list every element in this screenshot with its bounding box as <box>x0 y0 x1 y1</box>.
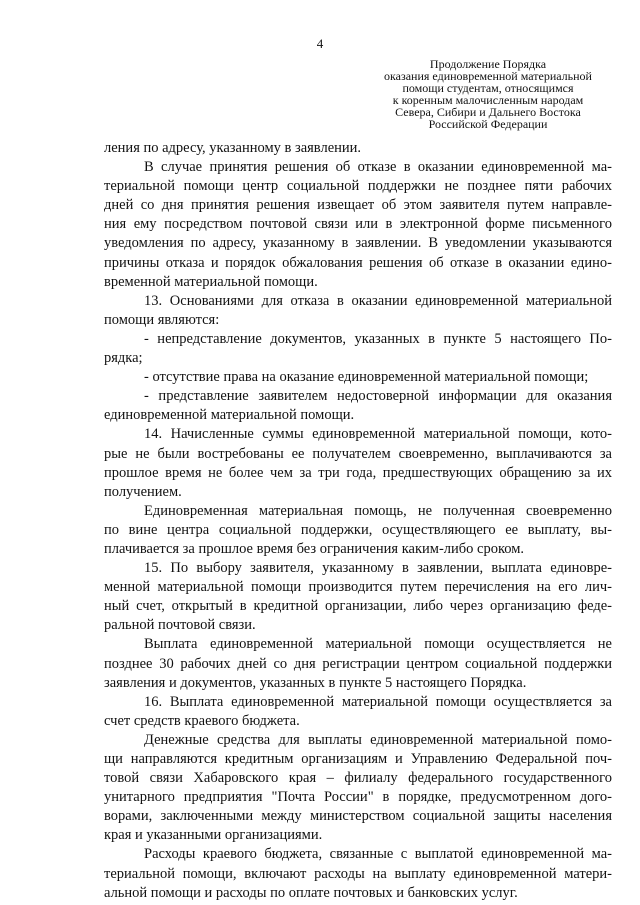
text-line: края и указанными организациями. <box>104 827 323 844</box>
text-line: счет средств краевого бюджета. <box>104 712 300 729</box>
text-line: альной помощи и расходы по оплате почтовых и банковских услуг. <box>104 884 518 901</box>
text-line: Денежные средства для выплаты единовременной материальной помо- <box>144 731 612 748</box>
header-line: Российской Федерации <box>428 117 548 131</box>
paragraph <box>104 139 612 158</box>
paragraph <box>104 330 612 368</box>
text-line: Единовременная материальная помощь, не полученная своевременно <box>144 502 612 519</box>
header-line: к коренным малочисленным народам <box>392 93 584 107</box>
page-number: 4 <box>316 36 324 51</box>
text-line: 14. Начисленные суммы единовременной материальной помощи, кото- <box>144 426 612 443</box>
text-line: менной материальной помощи производится путем перечисления на его лич- <box>104 579 612 596</box>
text-line: Выплата единовременной материальной помощи осуществляется не <box>144 636 612 653</box>
document-header <box>368 58 608 130</box>
text-line: позднее 30 рабочих дней со дня регистрации центром социальной поддержки <box>104 655 612 672</box>
text-line: - отсутствие права на оказание единовременной материальной помощи; <box>144 369 589 386</box>
text-line: плачивается за прошлое время без ограничения каким-либо сроком. <box>104 540 525 557</box>
paragraph <box>104 502 612 559</box>
document-body <box>104 139 612 903</box>
text-line: причины отказа и порядок обжалования решения об отказе в оказании едино- <box>104 254 612 271</box>
text-line: 16. Выплата единовременной материальной помощи осуществляется за <box>144 693 612 710</box>
text-line: териальной помощи центр социальной поддержки не позднее пяти рабочих <box>104 178 612 195</box>
text-line: заявления и документов, указанных в пункте 5 настоящего Порядка. <box>104 674 527 691</box>
text-line: рядка; <box>104 350 143 367</box>
text-line: Расходы краевого бюджета, связанные с выплатой единовременной ма- <box>144 846 612 863</box>
paragraph <box>104 845 612 902</box>
text-line: товой связи Хабаровского края – филиалу федерального государственного <box>104 770 612 787</box>
paragraph <box>104 425 612 501</box>
paragraph <box>104 731 612 846</box>
text-line: по вине центра социальной поддержки, осуществляющего ее выплату, вы- <box>104 521 612 538</box>
paragraph <box>104 387 612 425</box>
header-line: Севера, Сибири и Дальнего Востока <box>395 105 581 119</box>
text-line: - непредставление документов, указанных в пункте 5 настоящего По- <box>144 330 612 347</box>
text-line: получением. <box>104 483 182 500</box>
text-line: временной материальной помощи. <box>104 273 318 290</box>
text-line: единовременной материальной помощи. <box>104 407 355 424</box>
paragraph <box>104 292 612 330</box>
text-line: уведомления по адресу, указанному в заявлении. В уведомлении указываются <box>104 235 612 252</box>
text-line: помощи являются: <box>104 311 220 328</box>
text-line: 13. Основаниями для отказа в оказании единовременной материальной <box>144 292 612 309</box>
header-line: помощи студентам, относящимся <box>402 81 574 95</box>
text-line: ления по адресу, указанному в заявлении. <box>104 140 362 156</box>
header-line: оказания единовременной материальной <box>384 69 592 83</box>
text-line: ния ему посредством почтовой связи или в электронной форме письменного <box>104 216 612 233</box>
paragraph <box>104 559 612 635</box>
text-line: рые не были востребованы ее получателем своевременно, выплачиваются за <box>104 445 612 462</box>
text-line: 15. По выбору заявителя, указанному в заявлении, выплата единовре- <box>144 560 612 577</box>
text-line: щи направляются кредитным организациям и Управлению Федеральной поч- <box>104 751 612 767</box>
text-line: унитарного предприятия "Почта России" в порядке, предусмотренном дого- <box>104 789 612 806</box>
text-line: ный счет, открытый в кредитной организации, либо через организацию феде- <box>104 598 612 615</box>
text-line: В случае принятия решения об отказе в оказании единовременной ма- <box>144 159 612 176</box>
text-line: прошлое время не более чем за три года, предшествующих обращению за их <box>104 464 612 481</box>
text-line: ральной почтовой связи. <box>104 617 256 634</box>
text-line: дней со дня принятия решения извещает об этом заявителя путем направле- <box>104 197 612 214</box>
paragraph <box>104 693 612 731</box>
text-line: - представление заявителем недостоверной информации для оказания <box>144 388 612 405</box>
paragraph <box>104 635 612 692</box>
header-line: Продолжение Порядка <box>429 57 547 71</box>
text-line: териальной помощи, включают расходы на выплату единовременной матери- <box>104 865 612 882</box>
paragraph <box>104 158 612 292</box>
text-line: ворами, заключенными между министерством социальной защиты населения <box>104 808 612 825</box>
paragraph <box>104 368 612 387</box>
